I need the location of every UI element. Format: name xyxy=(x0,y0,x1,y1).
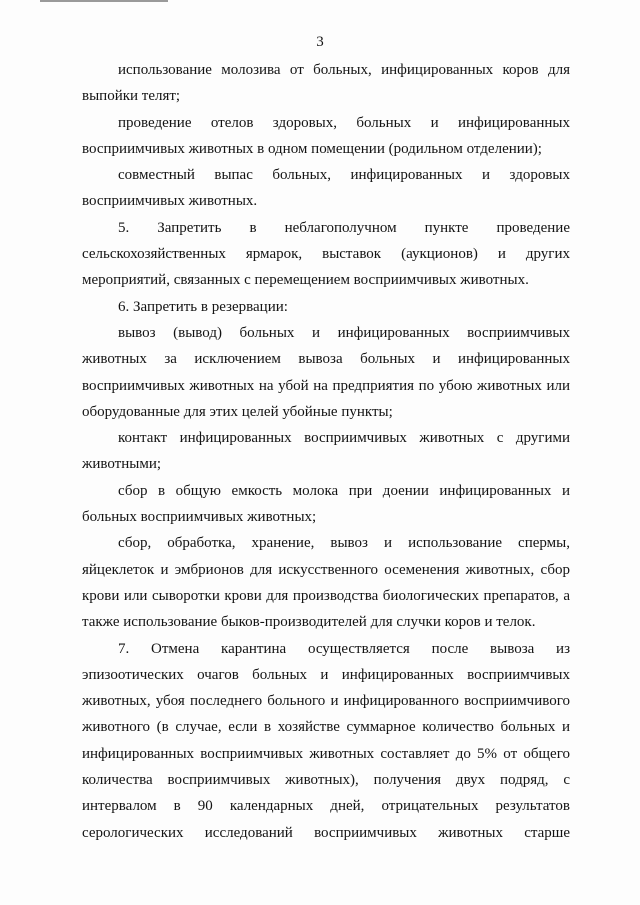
text-line: 7. Отмена карантина осуществляется после вывоза из xyxy=(118,640,570,657)
document-body xyxy=(82,57,570,846)
text-line: сбор в общую емкость молока при доении инфицированных и xyxy=(118,482,570,499)
text-line: животных, убоя последнего больного и инфицированного восприимчивого xyxy=(82,693,570,710)
text-line: мероприятий, связанных с перемещением восприимчивых животных. xyxy=(82,272,529,289)
text-line: 6. Запретить в резервации: xyxy=(118,298,288,315)
text-line: сельскохозяйственных ярмарок, выставок (аукционов) и других xyxy=(82,246,570,263)
text-line: крови или сыворотки крови для производства биологических препаратов, а xyxy=(82,587,570,604)
text-line: количества восприимчивых животных), получения двух подряд, с xyxy=(82,772,570,789)
text-line: серологических исследований восприимчивых животных старше xyxy=(82,824,570,841)
text-line: сбор, обработка, хранение, вывоз и использование спермы, xyxy=(118,535,570,552)
text-line: 5. Запретить в неблагополучном пункте проведение xyxy=(118,219,570,236)
text-line: контакт инфицированных восприимчивых животных с другими xyxy=(118,430,570,447)
text-line: животными; xyxy=(82,456,162,473)
text-line: совместный выпас больных, инфицированных и здоровых xyxy=(118,167,570,184)
page-number: 3 xyxy=(316,34,324,50)
text-line: оборудованные для этих целей убойные пункты; xyxy=(82,403,393,420)
text-line: больных восприимчивых животных; xyxy=(82,509,317,526)
text-line: восприимчивых животных на убой на предприятия по убою животных или xyxy=(82,377,570,394)
text-line: восприимчивых животных в одном помещении (родильном отделении); xyxy=(82,140,542,157)
text-line: использование молозива от больных, инфицированных коров для xyxy=(118,62,570,78)
text-line: эпизоотических очагов больных и инфицированных восприимчивых xyxy=(82,666,570,683)
text-line: выпойки телят; xyxy=(82,88,181,105)
text-line: инфицированных восприимчивых животных составляет до 5% от общего xyxy=(82,745,570,762)
text-line: животных за исключением вывоза больных и инфицированных xyxy=(82,351,570,368)
text-line: также использование быков-производителей для случки коров и телок. xyxy=(82,614,536,631)
text-line: вывоз (вывод) больных и инфицированных восприимчивых xyxy=(118,324,570,341)
text-line: интервалом в 90 календарных дней, отрицательных результатов xyxy=(82,798,570,815)
text-line: яйцеклеток и эмбрионов для искусственного осеменения животных, сбор xyxy=(82,561,570,578)
text-line: проведение отелов здоровых, больных и инфицированных xyxy=(118,114,570,131)
top-scan-rule xyxy=(40,0,168,2)
text-line: восприимчивых животных. xyxy=(82,193,258,210)
text-line: животного (в случае, если в хозяйстве суммарное количество больных и xyxy=(82,719,570,736)
